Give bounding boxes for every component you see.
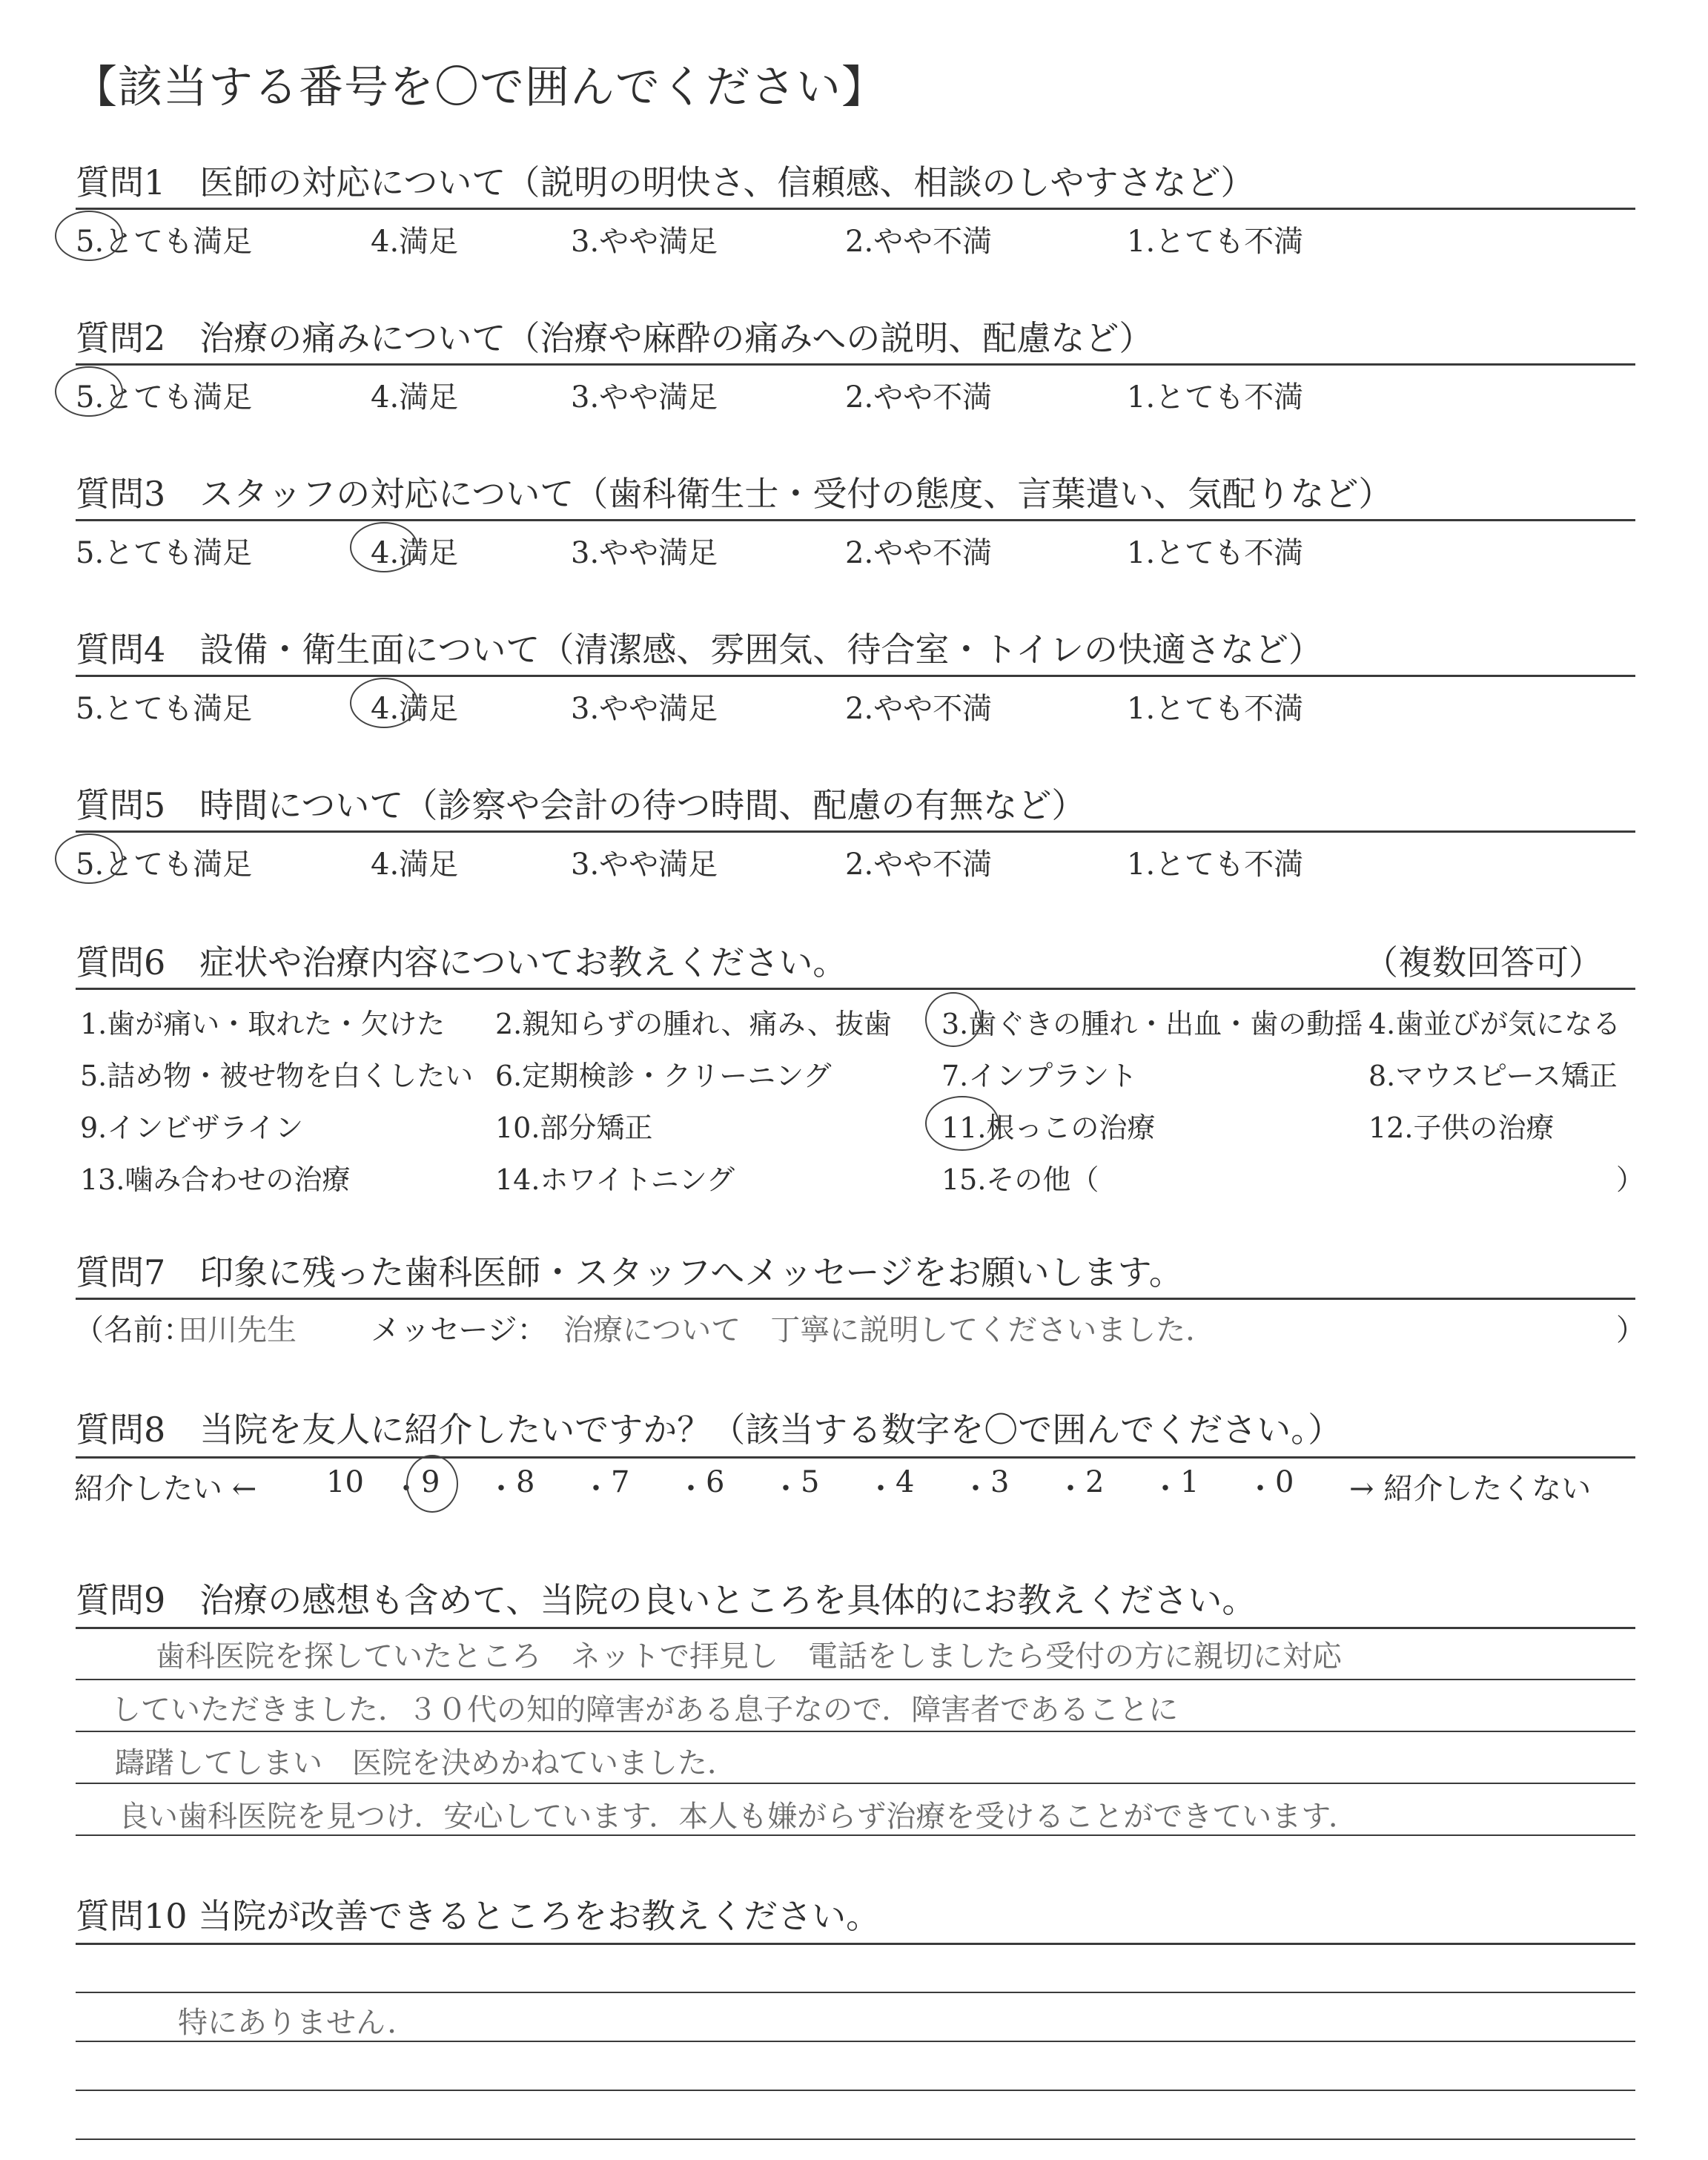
q4-rule — [76, 675, 1635, 677]
q8-scale-separator: ・ — [771, 1472, 801, 1506]
q8-scale-separator: ・ — [1056, 1472, 1085, 1506]
q2-title: 質問2 治療の痛みについて（治療や麻酔の痛みへの説明、配慮など） — [76, 318, 1153, 358]
q9-answer-line: 躊躇してしまい 医院を決めかねていました． — [115, 1746, 737, 1780]
q2-option-4[interactable]: 4.満足 — [371, 380, 459, 415]
q8-scale-separator: ・ — [1151, 1472, 1180, 1506]
q8-scale-4[interactable]: 4 — [896, 1465, 915, 1499]
q1-option-3[interactable]: 3.やや満足 — [571, 225, 718, 259]
q10-answer: 特にありません． — [178, 2006, 417, 2040]
q5-option-5[interactable]: 5.とても満足 — [76, 848, 253, 882]
q8-scale-separator: ・ — [1245, 1472, 1275, 1506]
q4-option-3[interactable]: 3.やや満足 — [571, 692, 718, 726]
q8-left-label: 紹介したい ← — [74, 1472, 257, 1506]
q1-option-2[interactable]: 2.やや不満 — [845, 225, 993, 259]
q8-scale-8[interactable]: 8 — [516, 1465, 535, 1499]
q5-option-4[interactable]: 4.満足 — [371, 848, 459, 882]
q8-scale-3[interactable]: 3 — [990, 1465, 1010, 1499]
q8-scale-6[interactable]: 6 — [706, 1465, 725, 1499]
q9-rule-1 — [76, 1679, 1635, 1680]
q2-rule — [76, 363, 1635, 366]
q8-scale-2[interactable]: 2 — [1085, 1465, 1105, 1499]
q1-option-4[interactable]: 4.満足 — [371, 225, 459, 259]
q5-option-1[interactable]: 1.とても不満 — [1127, 848, 1304, 882]
q7-close: ） — [1616, 1313, 1646, 1347]
q5-rule — [76, 830, 1635, 833]
q7-message-label: メッセージ： — [371, 1313, 547, 1347]
q9-title: 質問9 治療の感想も含めて、当院の良いところを具体的にお教えください。 — [76, 1580, 1257, 1620]
q2-option-3[interactable]: 3.やや満足 — [571, 380, 718, 415]
q10-rule-1 — [76, 1992, 1635, 1993]
q2-option-5[interactable]: 5.とても満足 — [76, 380, 253, 415]
form-header: 【該当する番号を〇で囲んでください】 — [73, 62, 887, 113]
q1-rule — [76, 208, 1635, 210]
q7-name-value: 田川先生 — [178, 1313, 297, 1347]
q9-answer-line: していただきました．３０代の知的障害がある息子なので．障害者であることに — [111, 1693, 1179, 1727]
q6-option-15[interactable]: 15.その他（ — [941, 1163, 1099, 1196]
q5-title: 質問5 時間について（診察や会計の待つ時間、配慮の有無など） — [76, 785, 1086, 825]
q5-option-2[interactable]: 2.やや不満 — [845, 848, 993, 882]
q6-option-13[interactable]: 13.噛み合わせの治療 — [80, 1163, 351, 1196]
q4-title: 質問4 設備・衛生面について（清潔感、雰囲気、待合室・トイレの快適さなど） — [76, 630, 1323, 670]
q6-option-6[interactable]: 6.定期検診・クリーニング — [495, 1060, 832, 1092]
q8-scale-7[interactable]: 7 — [611, 1465, 630, 1499]
q7-message-value: 治療について 丁寧に説明してくださいました． — [563, 1313, 1216, 1347]
q6-note: （複数回答可） — [1364, 942, 1603, 982]
q10-title: 質問10 当院が改善できるところをお教えください。 — [76, 1896, 881, 1936]
q4-option-1[interactable]: 1.とても不満 — [1127, 692, 1304, 726]
q8-scale-9[interactable]: 9 — [421, 1465, 440, 1499]
q8-scale-separator: ・ — [676, 1472, 706, 1506]
q9-answer-line: 良い歯科医院を見つけ．安心しています．本人も嫌がらず治療を受けることができています． — [119, 1800, 1358, 1834]
q1-option-1[interactable]: 1.とても不満 — [1127, 225, 1304, 259]
q9-rule-2 — [76, 1731, 1635, 1732]
q8-scale-separator: ・ — [581, 1472, 611, 1506]
q3-rule — [76, 519, 1635, 521]
q7-title: 質問7 印象に残った歯科医師・スタッフへメッセージをお願いします。 — [76, 1252, 1183, 1292]
q6-option-1[interactable]: 1.歯が痛い・取れた・欠けた — [80, 1008, 446, 1040]
q8-scale-separator: ・ — [486, 1472, 516, 1506]
q3-title: 質問3 スタッフの対応について（歯科衛生士・受付の態度、言葉遣い、気配りなど） — [76, 474, 1393, 514]
q8-scale-1[interactable]: 1 — [1180, 1465, 1199, 1499]
q4-option-2[interactable]: 2.やや不満 — [845, 692, 993, 726]
q8-right-label: → 紹介したくない — [1349, 1472, 1592, 1506]
q8-scale-separator: ・ — [961, 1472, 990, 1506]
q8-scale-separator: ・ — [866, 1472, 896, 1506]
q7-name-label: （名前： — [74, 1313, 193, 1347]
q9-answer-line: 歯科医院を探していたところ ネットで拝見し 電話をしましたら受付の方に親切に対応 — [156, 1639, 1342, 1674]
q10-rule-3 — [76, 2090, 1635, 2091]
q9-rule-3 — [76, 1783, 1635, 1784]
q6-option-8[interactable]: 8.マウスピース矯正 — [1368, 1060, 1618, 1092]
q6-option-11[interactable]: 11.根っこの治療 — [941, 1112, 1156, 1144]
q8-scale-10[interactable]: 10 — [326, 1465, 364, 1499]
q5-option-3[interactable]: 3.やや満足 — [571, 848, 718, 882]
q3-option-3[interactable]: 3.やや満足 — [571, 536, 718, 570]
q8-scale-separator: ・ — [391, 1472, 421, 1506]
q8-scale-5[interactable]: 5 — [801, 1465, 820, 1499]
q6-option-14[interactable]: 14.ホワイトニング — [495, 1163, 735, 1196]
q4-option-5[interactable]: 5.とても満足 — [76, 692, 253, 726]
q6-option-7[interactable]: 7.インプラント — [941, 1060, 1138, 1092]
q6-option-2[interactable]: 2.親知らずの腫れ、痛み、抜歯 — [495, 1008, 892, 1040]
q6-option-close-paren: ） — [1616, 1163, 1645, 1196]
q4-option-4[interactable]: 4.満足 — [371, 692, 459, 726]
q10-rule-0 — [76, 1943, 1635, 1945]
q3-option-1[interactable]: 1.とても不満 — [1127, 536, 1304, 570]
q1-title: 質問1 医師の対応について（説明の明快さ、信頼感、相談のしやすさなど） — [76, 162, 1255, 202]
q2-option-1[interactable]: 1.とても不満 — [1127, 380, 1304, 415]
q7-rule — [76, 1298, 1635, 1300]
q8-title: 質問8 当院を友人に紹介したいですか？（該当する数字を〇で囲んでください。） — [76, 1410, 1343, 1450]
q3-option-4[interactable]: 4.満足 — [371, 536, 459, 570]
q10-rule-4 — [76, 2138, 1635, 2140]
q2-option-2[interactable]: 2.やや不満 — [845, 380, 993, 415]
q6-option-9[interactable]: 9.インビザライン — [80, 1112, 304, 1144]
q6-rule — [76, 988, 1635, 990]
q8-rule — [76, 1456, 1635, 1459]
q8-scale-0[interactable]: 0 — [1275, 1465, 1294, 1499]
q3-option-5[interactable]: 5.とても満足 — [76, 536, 253, 570]
q6-option-5[interactable]: 5.詰め物・被せ物を白くしたい — [80, 1060, 474, 1092]
q6-option-10[interactable]: 10.部分矯正 — [495, 1112, 653, 1144]
q9-rule-0 — [76, 1627, 1635, 1629]
q3-option-2[interactable]: 2.やや不満 — [845, 536, 993, 570]
q6-option-12[interactable]: 12.子供の治療 — [1368, 1112, 1555, 1144]
q6-option-3[interactable]: 3.歯ぐきの腫れ・出血・歯の動揺 — [941, 1008, 1363, 1040]
q6-option-4[interactable]: 4.歯並びが気になる — [1368, 1008, 1621, 1040]
q1-option-5[interactable]: 5.とても満足 — [76, 225, 253, 259]
q6-title: 質問6 症状や治療内容についてお教えください。 — [76, 942, 847, 982]
